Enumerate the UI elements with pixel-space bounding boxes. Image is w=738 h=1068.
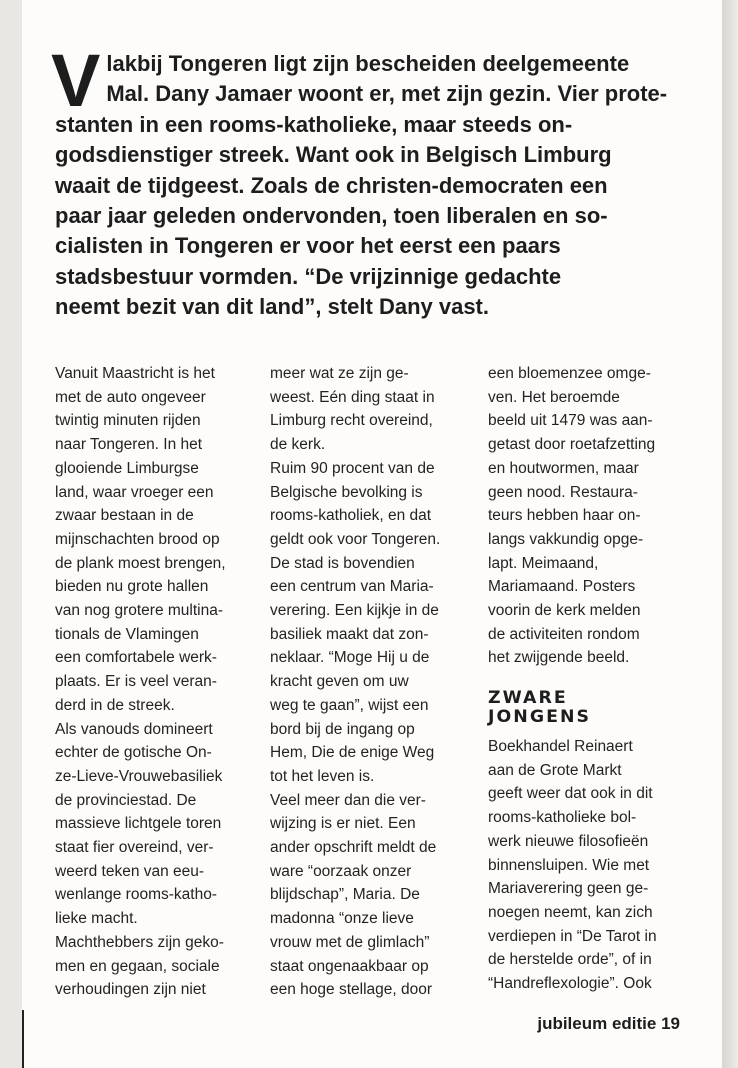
text-line: lapt. Meimaand, bbox=[488, 554, 599, 572]
text-line: het zwijgende beeld. bbox=[488, 649, 630, 667]
binding-mark bbox=[22, 1010, 24, 1068]
text-line: wenlange rooms-katho- bbox=[55, 886, 217, 904]
text-line: ware “oorzaak onzer bbox=[270, 862, 412, 880]
text-line: lieke macht. bbox=[55, 910, 138, 928]
text-line: basiliek maakt dat zon- bbox=[270, 625, 429, 643]
text-line: werk nieuwe filosofieën bbox=[488, 832, 649, 850]
text-line: derd in de streek. bbox=[55, 696, 175, 714]
text-line: de plank moest brengen, bbox=[55, 554, 226, 572]
text-line: weest. Eén ding staat in bbox=[270, 388, 435, 406]
text-line: voorin de kerk melden bbox=[488, 602, 641, 620]
intro-line: lakbij Tongeren ligt zijn bescheiden deelgemeente bbox=[106, 51, 630, 76]
text-line: land, waar vroeger een bbox=[55, 483, 214, 501]
text-line: De stad is bovendien bbox=[270, 554, 415, 572]
text-line: langs vakkundig opge- bbox=[488, 530, 644, 548]
text-line: plaats. Er is veel veran- bbox=[55, 673, 217, 691]
text-line: geen nood. Restaura- bbox=[488, 483, 638, 501]
text-line: naar Tongeren. In het bbox=[55, 436, 203, 454]
text-line: Ruim 90 procent van de bbox=[270, 459, 435, 477]
text-line: tot het leven is. bbox=[270, 767, 375, 785]
intro-line: paar jaar geleden ondervonden, toen liberalen en so- bbox=[55, 203, 608, 229]
heading-line: ZWARE bbox=[488, 688, 568, 708]
text-line: glooiende Limburgse bbox=[55, 459, 199, 477]
text-line: kracht geven om uw bbox=[270, 673, 409, 691]
intro-line: Mal. Dany Jamaer woont er, met zijn gezin. Vier prote- bbox=[106, 81, 668, 107]
text-line: Limburg recht overeind, bbox=[270, 412, 433, 430]
text-line: verhoudingen zijn niet bbox=[55, 981, 206, 999]
text-line: Boekhandel Reinaert bbox=[488, 738, 633, 755]
text-line: twintig minuten rijden bbox=[55, 412, 201, 430]
page-footer: jubileum editie 19 bbox=[537, 1014, 680, 1033]
text-line: weg te gaan”, wijst een bbox=[270, 696, 429, 714]
text-line: met de auto ongeveer bbox=[55, 388, 206, 406]
text-line: de kerk. bbox=[270, 436, 326, 454]
intro-line: waait de tijdgeest. Zoals de christen-democraten een bbox=[55, 172, 608, 198]
text-line: geeft weer dat ook in dit bbox=[488, 785, 653, 803]
intro-line: godsdienstiger streek. Want ook in Belgisch Limburg bbox=[55, 142, 612, 168]
article-column-3-continued bbox=[488, 735, 688, 996]
text-line: Als vanouds domineert bbox=[55, 720, 213, 738]
text-line: Veel meer dan die ver- bbox=[270, 791, 426, 809]
text-line: rooms-katholieke bol- bbox=[488, 809, 637, 827]
text-line: de provinciestad. De bbox=[55, 791, 197, 809]
text-line: neklaar. “Moge Hij u de bbox=[270, 649, 430, 667]
text-line: teurs hebben haar on- bbox=[488, 507, 641, 525]
text-line: beeld uit 1479 was aan- bbox=[488, 412, 653, 430]
text-line: tionals de Vlamingen bbox=[55, 625, 199, 643]
text-line: weerd teken van eeu- bbox=[55, 862, 205, 880]
text-line: staat ongenaakbaar op bbox=[270, 957, 429, 975]
text-line: staat fier overeind, ver- bbox=[55, 839, 214, 857]
heading-line: JONGENS bbox=[488, 707, 592, 727]
text-line: Machthebbers zijn geko- bbox=[55, 933, 224, 951]
text-line: en houtwormen, maar bbox=[488, 459, 639, 477]
text-line: binnensluipen. Wie met bbox=[488, 856, 650, 874]
drop-cap: V bbox=[51, 39, 101, 122]
text-line: meer wat ze zijn ge- bbox=[270, 365, 409, 382]
article-column-2 bbox=[270, 362, 470, 1002]
text-line: madonna “onze lieve bbox=[270, 910, 414, 928]
text-line: ven. Het beroemde bbox=[488, 388, 620, 406]
text-line: aan de Grote Markt bbox=[488, 761, 622, 779]
text-line: noegen neemt, kan zich bbox=[488, 903, 653, 921]
text-line: Belgische bevolking is bbox=[270, 483, 423, 501]
article-column-1 bbox=[55, 362, 255, 1002]
text-line: geldt ook voor Tongeren. bbox=[270, 530, 441, 548]
text-line: ander opschrift meldt de bbox=[270, 839, 437, 857]
intro-line: cialisten in Tongeren er voor het eerst een paars bbox=[55, 233, 561, 259]
intro-paragraph bbox=[51, 39, 695, 323]
text-line: bord bij de ingang op bbox=[270, 720, 415, 738]
article-column-3 bbox=[488, 362, 688, 670]
intro-line: stadsbestuur vormden. “De vrijzinnige gedachte bbox=[55, 263, 562, 289]
text-line: vrouw met de glimlach” bbox=[270, 933, 430, 951]
text-line: verdiepen in “De Tarot in bbox=[488, 927, 657, 945]
text-line: de activiteiten rondom bbox=[488, 625, 640, 643]
text-line: wijzing is er niet. Een bbox=[270, 815, 416, 833]
text-line: men en gegaan, sociale bbox=[55, 957, 220, 975]
text-line: Vanuit Maastricht is het bbox=[55, 365, 215, 382]
page-edge bbox=[722, 0, 738, 1068]
text-line: bieden nu grote hallen bbox=[55, 578, 209, 596]
text-line: “Handreflexologie”. Ook bbox=[488, 975, 652, 993]
intro-line: neemt bezit van dit land”, stelt Dany vast. bbox=[55, 294, 489, 320]
text-line: de herstelde orde”, of in bbox=[488, 951, 652, 969]
intro-line: stanten in een rooms-katholieke, maar steeds on- bbox=[55, 111, 573, 137]
text-line: getast door roetafzetting bbox=[488, 436, 656, 454]
text-line: ze-Lieve-Vrouwebasiliek bbox=[55, 767, 223, 785]
text-line: een comfortabele werk- bbox=[55, 649, 217, 667]
text-line: mijnschachten brood op bbox=[55, 530, 220, 548]
text-line: een centrum van Maria- bbox=[270, 578, 434, 596]
text-line: echter de gotische On- bbox=[55, 744, 212, 762]
text-line: Mariamaand. Posters bbox=[488, 578, 636, 596]
text-line: een hoge stellage, door bbox=[270, 981, 433, 999]
section-heading bbox=[488, 689, 591, 727]
text-line: zwaar bestaan in de bbox=[55, 507, 194, 525]
text-line: een bloemenzee omge- bbox=[488, 365, 651, 382]
text-line: Hem, Die de enige Weg bbox=[270, 744, 435, 762]
text-line: massieve lichtgele toren bbox=[55, 815, 222, 833]
text-line: van nog grotere multina- bbox=[55, 602, 224, 620]
text-line: Mariaverering geen ge- bbox=[488, 880, 649, 898]
text-line: rooms-katholiek, en dat bbox=[270, 507, 432, 525]
text-line: blijdschap”, Maria. De bbox=[270, 886, 420, 904]
text-line: verering. Een kijkje in de bbox=[270, 602, 439, 620]
